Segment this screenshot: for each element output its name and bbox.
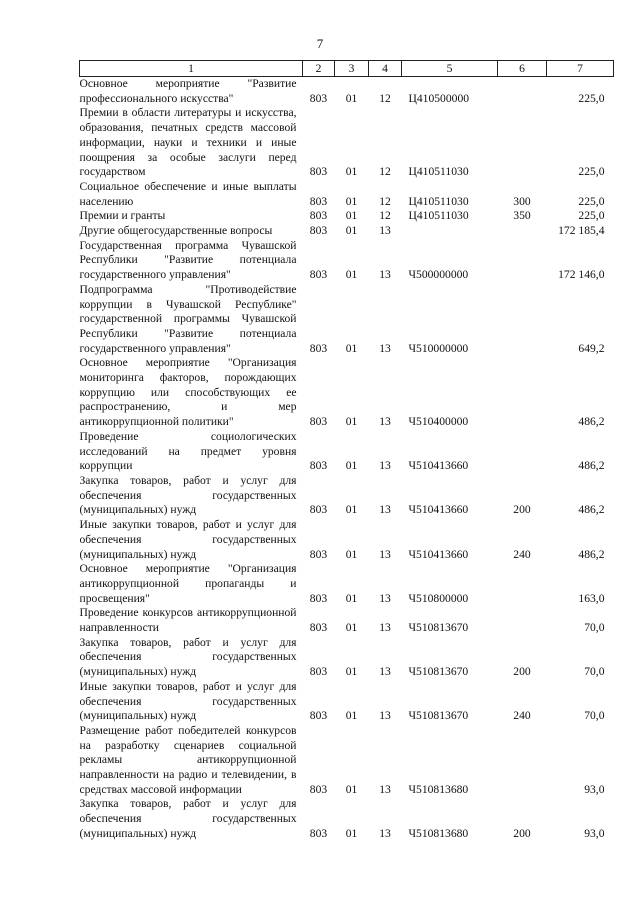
row-name: Премии в области литературы и искусства, образования, печатных средств массовой информации, науки и техники и иные поощрения за особые заслуги перед государством bbox=[79, 106, 297, 179]
row-target-article: Ч510813680 bbox=[408, 782, 469, 796]
row-subsection-code: 13 bbox=[379, 459, 391, 473]
row-amount: 70,0 bbox=[584, 665, 605, 679]
table-row bbox=[80, 606, 614, 635]
row-expense-type bbox=[498, 224, 547, 239]
row-target-article: Ц410511030 bbox=[408, 194, 469, 208]
row-target-article: Ц410500000 bbox=[408, 91, 470, 105]
table-row bbox=[80, 797, 614, 841]
table-row bbox=[80, 283, 614, 357]
row-section-code: 01 bbox=[345, 415, 358, 429]
row-target-article bbox=[402, 224, 498, 239]
row-expense-type: 200 bbox=[513, 665, 531, 679]
table-row bbox=[80, 636, 614, 680]
row-subsection-code: 13 bbox=[379, 415, 391, 429]
row-amount: 70,0 bbox=[584, 709, 605, 723]
row-target-article: Ч510813670 bbox=[408, 621, 469, 635]
row-name: Социальное обеспечение и иные выплаты населению bbox=[79, 179, 297, 208]
table-row bbox=[80, 430, 614, 474]
row-subsection-code: 13 bbox=[379, 591, 391, 605]
table-row bbox=[80, 180, 614, 209]
row-expense-type bbox=[498, 283, 547, 357]
row-expense-type: 350 bbox=[513, 209, 531, 223]
row-amount: 163,0 bbox=[578, 591, 605, 605]
row-section-code: 01 bbox=[345, 709, 358, 723]
row-subsection-code: 13 bbox=[379, 547, 391, 561]
row-name: Иные закупки товаров, работ и услуг для обеспечения государственных (муниципальных) нужд bbox=[79, 679, 297, 723]
row-ministry-code: 803 bbox=[309, 547, 328, 561]
row-name: Основное мероприятие "Развитие профессионального искусства" bbox=[79, 77, 297, 105]
row-expense-type bbox=[498, 239, 547, 283]
row-section-code: 01 bbox=[345, 591, 358, 605]
row-ministry-code: 803 bbox=[309, 665, 328, 679]
column-header-1: 1 bbox=[80, 61, 303, 77]
row-name: Государственная программа Чувашской Республики "Развитие потенциала государственного управления" bbox=[79, 238, 297, 282]
row-ministry-code: 803 bbox=[309, 621, 328, 635]
row-name: Подпрограмма "Противодействие коррупции в Чувашской Республике" государственной программы Чувашской Республики "Развитие потенциала государственного управления" bbox=[79, 282, 297, 355]
row-name: Иные закупки товаров, работ и услуг для обеспечения государственных (муниципальных) нужд bbox=[79, 518, 297, 561]
column-header-3: 3 bbox=[335, 61, 369, 77]
row-amount: 486,2 bbox=[578, 503, 605, 517]
row-amount: 172 146,0 bbox=[558, 268, 605, 282]
row-name: Размещение работ победителей конкурсов на разработку сценариев социальной рекламы антикоррупционной направленности на радио и телевидении, в средствах массовой информации bbox=[79, 723, 297, 796]
row-ministry-code: 803 bbox=[309, 209, 328, 223]
row-amount: 93,0 bbox=[584, 782, 605, 796]
row-ministry-code: 803 bbox=[309, 91, 328, 105]
row-expense-type bbox=[498, 77, 547, 107]
row-expense-type: 200 bbox=[513, 826, 531, 840]
row-ministry-code: 803 bbox=[309, 224, 328, 238]
column-header-2: 2 bbox=[303, 61, 335, 77]
row-section-code: 01 bbox=[345, 621, 358, 635]
row-subsection-code: 13 bbox=[379, 782, 391, 796]
row-ministry-code: 803 bbox=[309, 826, 328, 840]
row-expense-type: 240 bbox=[513, 547, 531, 561]
row-ministry-code: 803 bbox=[309, 194, 328, 208]
row-section-code: 01 bbox=[345, 194, 358, 208]
row-ministry-code: 803 bbox=[309, 341, 328, 355]
row-amount: 93,0 bbox=[584, 826, 605, 840]
row-ministry-code: 803 bbox=[309, 782, 328, 796]
row-expense-type: 200 bbox=[513, 503, 531, 517]
row-name: Премии и гранты bbox=[79, 209, 166, 223]
row-amount: 172 185,4 bbox=[558, 224, 605, 238]
row-amount: 486,2 bbox=[578, 547, 605, 561]
row-target-article: Ч510413660 bbox=[408, 459, 469, 473]
row-subsection-code: 13 bbox=[379, 503, 391, 517]
column-header-5: 5 bbox=[402, 61, 498, 77]
row-amount: 70,0 bbox=[584, 621, 605, 635]
table-row bbox=[80, 209, 614, 224]
table-row bbox=[80, 474, 614, 518]
table-header-row bbox=[80, 61, 614, 77]
row-target-article: Ц410511030 bbox=[408, 209, 469, 223]
row-amount: 225,0 bbox=[578, 194, 605, 208]
table-row bbox=[80, 562, 614, 606]
table-body bbox=[80, 77, 614, 842]
row-name: Закупка товаров, работ и услуг для обеспечения государственных (муниципальных) нужд bbox=[79, 635, 297, 679]
row-name: Проведение конкурсов антикоррупционной направленности bbox=[79, 606, 297, 635]
column-header-6: 6 bbox=[498, 61, 547, 77]
row-expense-type: 300 bbox=[513, 194, 531, 208]
row-section-code: 01 bbox=[345, 547, 358, 561]
table-row bbox=[80, 680, 614, 724]
row-subsection-code: 13 bbox=[379, 709, 391, 723]
row-name: Основное мероприятие "Организация мониторинга факторов, порождающих коррупцию или способствующих ее распространению, и мер антикоррупционной политики" bbox=[79, 356, 297, 429]
row-subsection-code: 12 bbox=[379, 91, 391, 105]
row-subsection-code: 12 bbox=[379, 165, 391, 179]
row-expense-type: 240 bbox=[513, 709, 531, 723]
table-row bbox=[80, 224, 614, 239]
row-expense-type bbox=[498, 106, 547, 180]
row-target-article: Ч510813680 bbox=[408, 826, 469, 840]
row-ministry-code: 803 bbox=[309, 459, 328, 473]
row-expense-type bbox=[498, 562, 547, 606]
budget-table bbox=[79, 60, 614, 842]
row-subsection-code: 13 bbox=[379, 826, 391, 840]
row-name: Закупка товаров, работ и услуг для обеспечения государственных (муниципальных) нужд bbox=[79, 797, 297, 840]
row-subsection-code: 13 bbox=[379, 341, 391, 355]
table-row bbox=[80, 724, 614, 798]
row-ministry-code: 803 bbox=[309, 503, 328, 517]
column-header-7: 7 bbox=[547, 61, 614, 77]
row-subsection-code: 13 bbox=[379, 621, 391, 635]
row-target-article: Ч510800000 bbox=[408, 591, 469, 605]
row-ministry-code: 803 bbox=[309, 268, 328, 282]
row-section-code: 01 bbox=[345, 826, 358, 840]
row-ministry-code: 803 bbox=[309, 415, 328, 429]
row-section-code: 01 bbox=[345, 341, 358, 355]
row-amount: 486,2 bbox=[578, 459, 605, 473]
row-ministry-code: 803 bbox=[309, 709, 328, 723]
table-row bbox=[80, 239, 614, 283]
row-amount: 649,2 bbox=[578, 341, 605, 355]
row-target-article: Ч510413660 bbox=[408, 503, 469, 517]
row-name: Основное мероприятие "Организация антикоррупционной пропаганды и просвещения" bbox=[79, 562, 297, 605]
row-subsection-code: 13 bbox=[379, 224, 391, 238]
row-amount: 225,0 bbox=[578, 165, 605, 179]
row-target-article: Ч510413660 bbox=[408, 547, 469, 561]
table-row bbox=[80, 356, 614, 430]
row-section-code: 01 bbox=[345, 503, 358, 517]
row-name: Другие общегосударственные вопросы bbox=[79, 224, 273, 238]
row-expense-type bbox=[498, 356, 547, 430]
row-amount: 225,0 bbox=[578, 209, 605, 223]
row-name: Проведение социологических исследований на предмет уровня коррупции bbox=[79, 429, 297, 473]
row-section-code: 01 bbox=[345, 224, 358, 238]
page-number: 7 bbox=[316, 36, 324, 51]
table-row bbox=[80, 77, 614, 107]
row-subsection-code: 13 bbox=[379, 665, 391, 679]
row-subsection-code: 13 bbox=[379, 268, 391, 282]
row-target-article: Ч510813670 bbox=[408, 709, 469, 723]
row-amount: 225,0 bbox=[578, 91, 605, 105]
row-target-article: Ч500000000 bbox=[408, 268, 469, 282]
row-name: Закупка товаров, работ и услуг для обеспечения государственных (муниципальных) нужд bbox=[79, 473, 297, 517]
row-section-code: 01 bbox=[345, 268, 358, 282]
row-target-article: Ц410511030 bbox=[408, 165, 469, 179]
row-section-code: 01 bbox=[345, 459, 358, 473]
row-section-code: 01 bbox=[345, 165, 358, 179]
row-target-article: Ч510813670 bbox=[408, 665, 469, 679]
row-target-article: Ч510000000 bbox=[408, 341, 469, 355]
row-ministry-code: 803 bbox=[309, 165, 328, 179]
table-row bbox=[80, 106, 614, 180]
row-section-code: 01 bbox=[345, 91, 358, 105]
row-section-code: 01 bbox=[345, 782, 358, 796]
row-subsection-code: 12 bbox=[379, 209, 391, 223]
column-header-4: 4 bbox=[369, 61, 402, 77]
row-expense-type bbox=[498, 430, 547, 474]
row-expense-type bbox=[498, 606, 547, 635]
row-target-article: Ч510400000 bbox=[408, 415, 469, 429]
row-expense-type bbox=[498, 724, 547, 798]
row-section-code: 01 bbox=[345, 209, 358, 223]
row-ministry-code: 803 bbox=[309, 591, 328, 605]
row-amount: 486,2 bbox=[578, 415, 605, 429]
row-subsection-code: 12 bbox=[379, 194, 391, 208]
row-section-code: 01 bbox=[345, 665, 358, 679]
table-row bbox=[80, 518, 614, 562]
